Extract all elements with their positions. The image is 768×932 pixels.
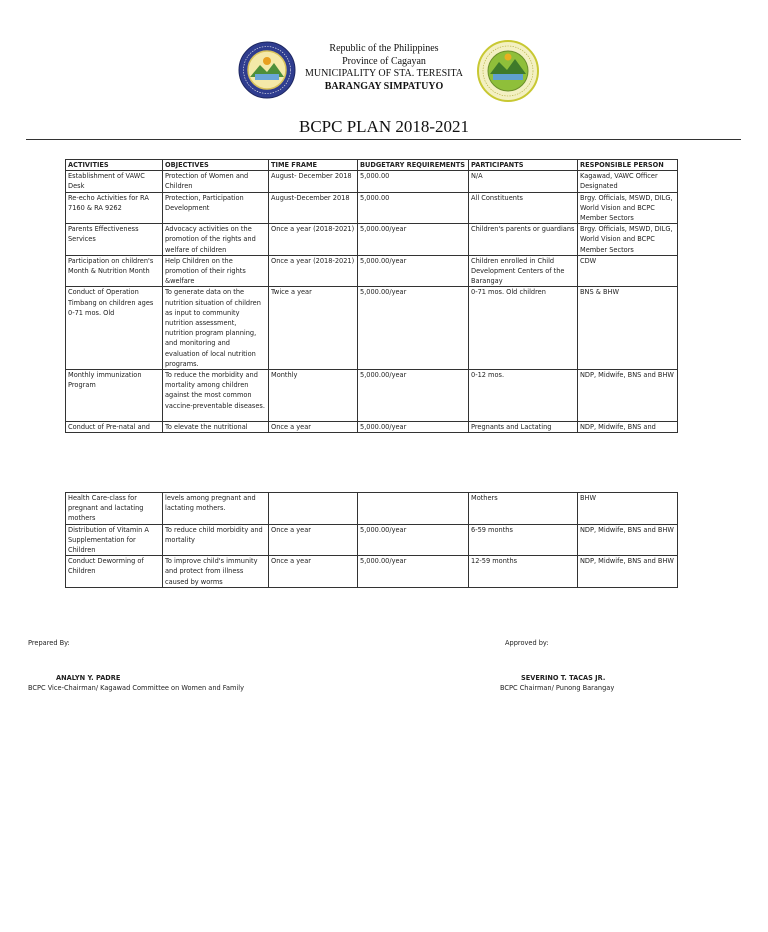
table-cell: Protection, Participation Development [163, 192, 269, 224]
municipality-seal [238, 41, 296, 99]
table-cell: Parents Effectiveness Services [66, 224, 163, 256]
table-cell: 5,000.00/year [358, 524, 469, 556]
header-objectives: OBJECTIVES [163, 160, 269, 171]
table-cell: Advocacy activities on the promotion of the rights and welfare of children [163, 224, 269, 256]
table-row [66, 224, 678, 256]
table-row [66, 556, 678, 588]
table-cell: 12-59 months [469, 556, 578, 588]
approved-by-label: Approved by: [505, 639, 549, 647]
table-cell: To elevate the nutritional [163, 422, 269, 433]
plan-table-part2 [65, 492, 678, 588]
table-cell: 0-71 mos. Old children [469, 287, 578, 370]
plan-table-part1 [65, 159, 678, 433]
table-cell: Conduct of Pre-natal and [66, 422, 163, 433]
table-row [66, 171, 678, 192]
prepared-by-label: Prepared By: [28, 639, 70, 647]
table-cell: 0-12 mos. [469, 370, 578, 422]
table-cell: Mothers [469, 493, 578, 525]
preparer-name: ANALYN Y. PADRE [56, 674, 121, 682]
table-cell: Distribution of Vitamin A Supplementation for Children [66, 524, 163, 556]
table-cell [358, 493, 469, 525]
table-cell: Conduct of Operation Timbang on children ages 0-71 mos. Old [66, 287, 163, 370]
table-cell: Once a year (2018-2021) [269, 255, 358, 287]
barangay-line: BARANGAY SIMPATUYO [324, 80, 444, 92]
table-cell: Once a year [269, 556, 358, 588]
table-cell: 5,000.00/year [358, 556, 469, 588]
table-cell: 5,000.00/year [358, 287, 469, 370]
table-cell: To improve child's immunity and protect from illness caused by worms [163, 556, 269, 588]
table-row [66, 493, 678, 525]
table-cell: 5,000.00/year [358, 224, 469, 256]
table-cell: To generate data on the nutrition situation of children as input to community nutrition assessment, nutrition program planning, and monitoring and evaluation of local nutrition programs. [163, 287, 269, 370]
header-participants: PARTICIPANTS [469, 160, 578, 171]
table-cell: Once a year [269, 422, 358, 433]
preparer-title: BCPC Vice-Chairman/ Kagawad Committee on Women and Family [28, 684, 244, 692]
republic-line: Republic of the Philippines [329, 43, 439, 54]
title-divider [26, 139, 741, 140]
table-cell: Monthly immunization Program [66, 370, 163, 422]
table-cell: Once a year (2018-2021) [269, 224, 358, 256]
table-cell: Twice a year [269, 287, 358, 370]
table-cell: Children's parents or guardians [469, 224, 578, 256]
table-cell: To reduce the morbidity and mortality among children against the most common vaccine-preventable diseases. [163, 370, 269, 422]
table-row [66, 524, 678, 556]
table-cell: CDW [578, 255, 678, 287]
table-cell: NDP, Midwife, BNS and [578, 422, 678, 433]
table-cell: 5,000.00/year [358, 422, 469, 433]
table-cell: 5,000.00/year [358, 370, 469, 422]
table-cell: BNS & BHW [578, 287, 678, 370]
table-cell: NDP, Midwife, BNS and BHW [578, 370, 678, 422]
table-row [66, 255, 678, 287]
approver-name: SEVERINO T. TACAS JR. [521, 674, 606, 682]
table-cell: Protection of Women and Children [163, 171, 269, 192]
table-cell: Re-echo Activities for RA 7160 & RA 9262 [66, 192, 163, 224]
header-activities: ACTIVITIES [66, 160, 163, 171]
header-budgetary-requirements: BUDGETARY REQUIREMENTS [358, 160, 469, 171]
table-cell: Monthly [269, 370, 358, 422]
table-header-row [66, 160, 678, 171]
table-cell: Health Care-class for pregnant and lactating mothers [66, 493, 163, 525]
table-cell: Pregnants and Lactating [469, 422, 578, 433]
header-responsible-person: RESPONSIBLE PERSON [578, 160, 678, 171]
table-cell: Once a year [269, 524, 358, 556]
table-cell: August- December 2018 [269, 171, 358, 192]
table-cell: All Constituents [469, 192, 578, 224]
table-row [66, 192, 678, 224]
table-cell: Establishment of VAWC Desk [66, 171, 163, 192]
table-row [66, 370, 678, 422]
table-cell: NDP, Midwife, BNS and BHW [578, 524, 678, 556]
table-cell: 5,000.00/year [358, 255, 469, 287]
table-cell: Children enrolled in Child Development Centers of the Barangay [469, 255, 578, 287]
table-cell: Brgy. Officials, MSWD, DILG, World Vision and BCPC Member Sectors [578, 224, 678, 256]
barangay-seal [477, 40, 539, 102]
table-cell: BHW [578, 493, 678, 525]
municipality-line: MUNICIPALITY OF STA. TERESITA [304, 68, 464, 79]
table-cell: N/A [469, 171, 578, 192]
table-cell: Participation on children's Month & Nutrition Month [66, 255, 163, 287]
header-time-frame: TIME FRAME [269, 160, 358, 171]
document-title: BCPC PLAN 2018-2021 [298, 117, 470, 136]
approver-title: BCPC Chairman/ Punong Barangay [500, 684, 615, 692]
table-cell: August-December 2018 [269, 192, 358, 224]
table-row [66, 422, 678, 433]
table-cell: Help Children on the promotion of their rights &welfare [163, 255, 269, 287]
table-cell: 5,000.00 [358, 192, 469, 224]
table-cell: 5,000.00 [358, 171, 469, 192]
table-cell: Brgy. Officials, MSWD, DILG, World Vision and BCPC Member Sectors [578, 192, 678, 224]
table-cell: 6-59 months [469, 524, 578, 556]
table-row [66, 287, 678, 370]
province-line: Province of Cagayan [342, 55, 426, 67]
table-cell: NDP, Midwife, BNS and BHW [578, 556, 678, 588]
table-cell [269, 493, 358, 525]
table-cell: Kagawad, VAWC Officer Designated [578, 171, 678, 192]
table-cell: To reduce child morbidity and mortality [163, 524, 269, 556]
table-cell: levels among pregnant and lactating mothers. [163, 493, 269, 525]
letterhead [300, 43, 468, 93]
table-cell: Conduct Deworming of Children [66, 556, 163, 588]
